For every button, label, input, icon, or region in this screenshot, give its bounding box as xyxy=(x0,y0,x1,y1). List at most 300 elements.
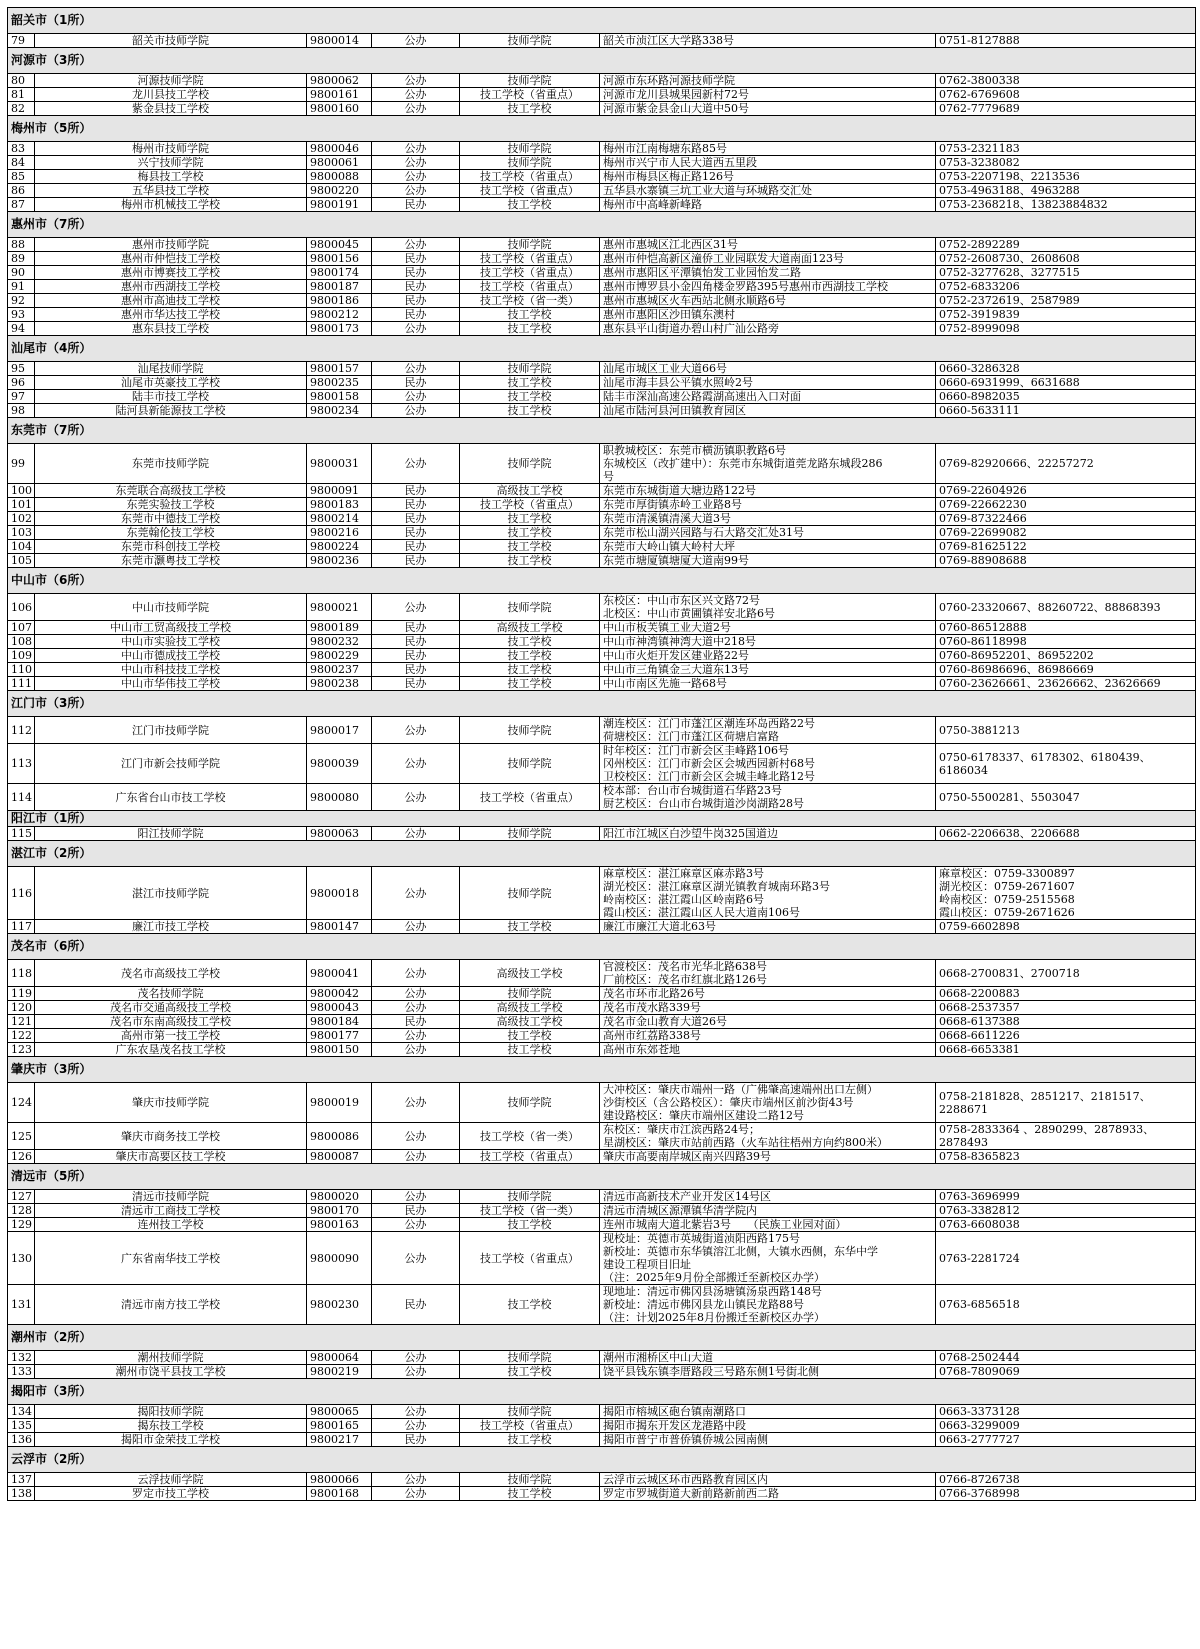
school-address-line: 新校址：清远市佛冈县龙山镇民龙路88号 xyxy=(603,1298,804,1311)
ownership-type: 公办 xyxy=(372,1043,460,1057)
table-row xyxy=(8,867,1196,920)
contact-phone xyxy=(936,1123,1196,1150)
contact-phone xyxy=(936,744,1196,784)
contact-phone-line: 0753-2321183 xyxy=(939,142,1020,155)
school-code: 9800238 xyxy=(307,677,372,691)
contact-phone-line: 0660-8982035 xyxy=(939,390,1020,403)
city-section-header xyxy=(8,8,1196,34)
contact-phone-line: 0668-2537357 xyxy=(939,1001,1020,1014)
school-code: 9800165 xyxy=(307,1419,372,1433)
contact-phone-line: 0752-2608730、2608608 xyxy=(939,252,1080,265)
school-address-line: 茂名市环市北路26号 xyxy=(603,987,705,1000)
city-section-header xyxy=(8,1164,1196,1190)
school-name: 罗定市技工学校 xyxy=(35,1487,307,1501)
contact-phone-line: 0753-2368218、13823884832 xyxy=(939,198,1108,211)
city-section-header xyxy=(8,116,1196,142)
city-section-header xyxy=(8,212,1196,238)
ownership-type: 公办 xyxy=(372,238,460,252)
table-row xyxy=(8,526,1196,540)
table-row xyxy=(8,1232,1196,1285)
school-address-line: 大冲校区：肇庆市端州一路（广佛肇高速端州出口左侧） xyxy=(603,1083,878,1096)
ownership-type: 公办 xyxy=(372,1218,460,1232)
school-address-line: 梅州市中高峰新峰路 xyxy=(603,198,702,211)
row-number: 136 xyxy=(8,1433,35,1447)
school-address xyxy=(600,663,936,677)
row-number: 116 xyxy=(8,867,35,920)
row-number: 122 xyxy=(8,1029,35,1043)
contact-phone-line: 0752-6833206 xyxy=(939,280,1020,293)
school-name: 河源技师学院 xyxy=(35,74,307,88)
school-address-line: 梅州市江南梅塘东路85号 xyxy=(603,142,727,155)
table-row xyxy=(8,156,1196,170)
ownership-type: 公办 xyxy=(372,102,460,116)
table-row xyxy=(8,1015,1196,1029)
city-section-title: 潮州市（2所） xyxy=(8,1325,1196,1351)
ownership-type: 公办 xyxy=(372,322,460,336)
contact-phone-line: 0758-2181828、2851217、2181517、 xyxy=(939,1089,1151,1103)
school-code: 9800184 xyxy=(307,1015,372,1029)
school-address xyxy=(600,1029,936,1043)
school-code: 9800173 xyxy=(307,322,372,336)
contact-phone-line: 0769-82920666、22257272 xyxy=(939,457,1094,470)
school-address xyxy=(600,526,936,540)
school-name: 肇庆市商务技工学校 xyxy=(35,1123,307,1150)
school-level: 技工学校 xyxy=(460,663,600,677)
school-address-line: 霞山校区：湛江霞山区人民大道南106号 xyxy=(603,906,800,919)
school-level: 技师学院 xyxy=(460,362,600,376)
school-code: 9800187 xyxy=(307,280,372,294)
table-row xyxy=(8,1123,1196,1150)
row-number: 86 xyxy=(8,184,35,198)
school-level: 高级技工学校 xyxy=(460,1001,600,1015)
city-section-header xyxy=(8,336,1196,362)
city-section-header xyxy=(8,1325,1196,1351)
school-address xyxy=(600,280,936,294)
school-address-line: 陆丰市深汕高速公路霞湖高速出入口对面 xyxy=(603,390,801,403)
school-level: 技工学校（省重点） xyxy=(460,266,600,280)
row-number: 102 xyxy=(8,512,35,526)
row-number: 119 xyxy=(8,987,35,1001)
table-row xyxy=(8,663,1196,677)
school-level: 技师学院 xyxy=(460,444,600,484)
school-address-line: 中山市三角镇金三大道东13号 xyxy=(603,663,749,676)
table-row xyxy=(8,1043,1196,1057)
city-section-title: 云浮市（2所） xyxy=(8,1447,1196,1473)
row-number: 99 xyxy=(8,444,35,484)
school-address xyxy=(600,784,936,811)
contact-phone xyxy=(936,142,1196,156)
school-address xyxy=(600,198,936,212)
school-code: 9800086 xyxy=(307,1123,372,1150)
contact-phone-line: 0763-6608038 xyxy=(939,1218,1020,1231)
school-name: 东莞翰伦技工学校 xyxy=(35,526,307,540)
contact-phone-line: 0758-8365823 xyxy=(939,1150,1020,1163)
table-row xyxy=(8,827,1196,841)
school-address xyxy=(600,498,936,512)
school-level: 技工学校 xyxy=(460,677,600,691)
ownership-type: 民办 xyxy=(372,621,460,635)
school-level: 技工学校（省重点） xyxy=(460,784,600,811)
school-name: 清远市技师学院 xyxy=(35,1190,307,1204)
contact-phone-line: 0663-2777727 xyxy=(939,1433,1020,1446)
row-number: 124 xyxy=(8,1083,35,1123)
school-level: 技师学院 xyxy=(460,827,600,841)
ownership-type: 公办 xyxy=(372,444,460,484)
row-number: 101 xyxy=(8,498,35,512)
school-name: 云浮技师学院 xyxy=(35,1473,307,1487)
ownership-type: 公办 xyxy=(372,717,460,744)
school-level: 高级技工学校 xyxy=(460,621,600,635)
school-name: 清远市南方技工学校 xyxy=(35,1285,307,1325)
ownership-type: 公办 xyxy=(372,1123,460,1150)
contact-phone-line: 麻章校区：0759-3300897 xyxy=(939,867,1075,880)
contact-phone xyxy=(936,1043,1196,1057)
school-address xyxy=(600,1351,936,1365)
contact-phone xyxy=(936,621,1196,635)
school-level: 技工学校 xyxy=(460,1029,600,1043)
table-row xyxy=(8,1351,1196,1365)
school-level: 技工学校 xyxy=(460,102,600,116)
contact-phone-line: 岭南校区：0759-2515568 xyxy=(939,893,1075,906)
contact-phone-line: 0762-3800338 xyxy=(939,74,1020,87)
contact-phone xyxy=(936,1029,1196,1043)
school-list-table xyxy=(7,7,1196,1501)
school-level: 技工学校（省重点） xyxy=(460,498,600,512)
school-address-line: 校本部：台山市台城街道石华路23号 xyxy=(603,784,782,797)
row-number: 96 xyxy=(8,376,35,390)
school-name: 陆河县新能源技工学校 xyxy=(35,404,307,418)
ownership-type: 民办 xyxy=(372,649,460,663)
row-number: 88 xyxy=(8,238,35,252)
contact-phone xyxy=(936,1487,1196,1501)
ownership-type: 公办 xyxy=(372,34,460,48)
ownership-type: 民办 xyxy=(372,266,460,280)
contact-phone xyxy=(936,1232,1196,1285)
contact-phone xyxy=(936,1218,1196,1232)
school-code: 9800186 xyxy=(307,294,372,308)
school-address xyxy=(600,867,936,920)
city-section-title: 湛江市（2所） xyxy=(8,841,1196,867)
ownership-type: 公办 xyxy=(372,1150,460,1164)
contact-phone xyxy=(936,635,1196,649)
contact-phone xyxy=(936,1473,1196,1487)
contact-phone xyxy=(936,294,1196,308)
city-section-title: 韶关市（1所） xyxy=(8,8,1196,34)
school-address xyxy=(600,621,936,635)
school-code: 9800031 xyxy=(307,444,372,484)
school-address-line: 汕尾市城区工业大道66号 xyxy=(603,362,727,375)
school-code: 9800214 xyxy=(307,512,372,526)
table-row xyxy=(8,920,1196,934)
school-address-line: 汕尾市陆河县河田镇教育园区 xyxy=(603,404,746,417)
school-level: 技师学院 xyxy=(460,34,600,48)
row-number: 121 xyxy=(8,1015,35,1029)
school-address xyxy=(600,404,936,418)
row-number: 87 xyxy=(8,198,35,212)
school-level: 技师学院 xyxy=(460,594,600,621)
school-code: 9800183 xyxy=(307,498,372,512)
contact-phone xyxy=(936,376,1196,390)
row-number: 90 xyxy=(8,266,35,280)
row-number: 97 xyxy=(8,390,35,404)
school-address xyxy=(600,554,936,568)
table-row xyxy=(8,498,1196,512)
school-address xyxy=(600,156,936,170)
city-section-title: 中山市（6所） xyxy=(8,568,1196,594)
table-row xyxy=(8,34,1196,48)
school-address-line: 岭南校区：湛江霞山区岭南路6号 xyxy=(603,893,764,906)
school-code: 9800157 xyxy=(307,362,372,376)
contact-phone xyxy=(936,1365,1196,1379)
ownership-type: 公办 xyxy=(372,1365,460,1379)
contact-phone-line: 0760-86952201、86952202 xyxy=(939,649,1094,662)
ownership-type: 民办 xyxy=(372,280,460,294)
ownership-type: 公办 xyxy=(372,1083,460,1123)
school-name: 江门市新会技师学院 xyxy=(35,744,307,784)
school-address xyxy=(600,1285,936,1325)
school-address xyxy=(600,594,936,621)
school-code: 9800017 xyxy=(307,717,372,744)
school-address-line: 茂名市茂水路339号 xyxy=(603,1001,701,1014)
contact-phone-line: 0668-6653381 xyxy=(939,1043,1020,1056)
contact-phone-line: 0663-3373128 xyxy=(939,1405,1020,1418)
contact-phone-line: 0662-2206638、2206688 xyxy=(939,827,1080,840)
school-name: 茂名技师学院 xyxy=(35,987,307,1001)
contact-phone xyxy=(936,1204,1196,1218)
contact-phone xyxy=(936,1015,1196,1029)
city-section-title: 汕尾市（4所） xyxy=(8,336,1196,362)
school-code: 9800170 xyxy=(307,1204,372,1218)
contact-phone xyxy=(936,252,1196,266)
ownership-type: 公办 xyxy=(372,88,460,102)
school-address xyxy=(600,540,936,554)
row-number: 109 xyxy=(8,649,35,663)
city-section-header xyxy=(8,1447,1196,1473)
school-level: 技工学校 xyxy=(460,390,600,404)
ownership-type: 民办 xyxy=(372,512,460,526)
contact-phone-line: 0769-22604926 xyxy=(939,484,1027,497)
school-code: 9800062 xyxy=(307,74,372,88)
contact-phone-line: 0752-3919839 xyxy=(939,308,1020,321)
school-address-line: 河源市紫金县金山大道中50号 xyxy=(603,102,749,115)
contact-phone-line: 0760-86118998 xyxy=(939,635,1027,648)
school-name: 惠州市高迪技工学校 xyxy=(35,294,307,308)
city-section-title: 揭阳市（3所） xyxy=(8,1379,1196,1405)
row-number: 127 xyxy=(8,1190,35,1204)
school-address xyxy=(600,1232,936,1285)
school-name: 惠州市仲恺技工学校 xyxy=(35,252,307,266)
row-number: 92 xyxy=(8,294,35,308)
contact-phone-line: 0763-2281724 xyxy=(939,1251,1020,1265)
school-name: 连州技工学校 xyxy=(35,1218,307,1232)
school-code: 9800045 xyxy=(307,238,372,252)
school-address-line: 惠东县平山街道办碧山村广汕公路旁 xyxy=(603,322,779,335)
contact-phone-line: 0753-4963188、4963288 xyxy=(939,184,1080,197)
table-row xyxy=(8,1487,1196,1501)
contact-phone-line: 0763-3382812 xyxy=(939,1204,1020,1217)
contact-phone-line: 0762-7779689 xyxy=(939,102,1020,115)
school-name: 茂名市东南高级技工学校 xyxy=(35,1015,307,1029)
school-level: 技工学校（省一类） xyxy=(460,1123,600,1150)
contact-phone-line: 0760-23626661、23626662、23626669 xyxy=(939,677,1161,690)
table-row xyxy=(8,322,1196,336)
ownership-type: 公办 xyxy=(372,156,460,170)
school-address xyxy=(600,1015,936,1029)
row-number: 98 xyxy=(8,404,35,418)
ownership-type: 民办 xyxy=(372,294,460,308)
table-row xyxy=(8,677,1196,691)
school-address-line: 东莞市清溪镇清溪大道3号 xyxy=(603,512,731,525)
school-code: 9800080 xyxy=(307,784,372,811)
school-address-line: 肇庆市高要南岸城区南兴四路39号 xyxy=(603,1150,771,1163)
ownership-type: 公办 xyxy=(372,1419,460,1433)
school-address xyxy=(600,252,936,266)
school-address-line: 惠州市惠城区江北西区31号 xyxy=(603,238,738,251)
school-address xyxy=(600,1190,936,1204)
school-level: 技工学校 xyxy=(460,322,600,336)
contact-phone-line: 0763-6856518 xyxy=(939,1298,1020,1311)
row-number: 120 xyxy=(8,1001,35,1015)
school-address xyxy=(600,102,936,116)
ownership-type: 公办 xyxy=(372,142,460,156)
table-row xyxy=(8,74,1196,88)
table-row xyxy=(8,294,1196,308)
contact-phone xyxy=(936,156,1196,170)
row-number: 131 xyxy=(8,1285,35,1325)
school-level: 技工学校（省重点） xyxy=(460,1150,600,1164)
table-row xyxy=(8,1405,1196,1419)
row-number: 130 xyxy=(8,1232,35,1285)
school-address-line: 潮连校区：江门市蓬江区潮连环岛西路22号 xyxy=(603,717,815,730)
contact-phone-line: 0750-6178337、6178302、6180439、 xyxy=(939,750,1151,764)
school-address xyxy=(600,649,936,663)
school-address xyxy=(600,376,936,390)
row-number: 110 xyxy=(8,663,35,677)
contact-phone xyxy=(936,663,1196,677)
school-level: 技工学校 xyxy=(460,1487,600,1501)
contact-phone xyxy=(936,404,1196,418)
school-address-line: 东莞市东城街道大塘边路122号 xyxy=(603,484,756,497)
contact-phone-line: 0769-88908688 xyxy=(939,554,1027,567)
school-address xyxy=(600,1433,936,1447)
school-address-line: 梅州市兴宁市人民大道西五里段 xyxy=(603,156,757,169)
contact-phone-line: 0762-6769608 xyxy=(939,88,1020,101)
school-address xyxy=(600,238,936,252)
school-address xyxy=(600,170,936,184)
ownership-type: 公办 xyxy=(372,362,460,376)
contact-phone-line: 0663-3299009 xyxy=(939,1419,1020,1432)
table-row xyxy=(8,142,1196,156)
table-row xyxy=(8,404,1196,418)
school-name: 惠州市西湖技工学校 xyxy=(35,280,307,294)
school-name: 紫金县技工学校 xyxy=(35,102,307,116)
school-address-line: 云浮市云城区环市西路教育园区内 xyxy=(603,1473,768,1486)
contact-phone-line: 0660-5633111 xyxy=(939,404,1020,417)
contact-phone xyxy=(936,677,1196,691)
row-number: 95 xyxy=(8,362,35,376)
contact-phone xyxy=(936,920,1196,934)
school-level: 技工学校 xyxy=(460,512,600,526)
school-address-line: 麻章校区：湛江麻章区麻赤路3号 xyxy=(603,867,764,880)
row-number: 112 xyxy=(8,717,35,744)
school-name: 中山市工贸高级技工学校 xyxy=(35,621,307,635)
contact-phone-line: 湖光校区：0759-2671607 xyxy=(939,880,1075,893)
school-name: 惠州市博赛技工学校 xyxy=(35,266,307,280)
school-level: 技工学校 xyxy=(460,404,600,418)
contact-phone xyxy=(936,512,1196,526)
school-address xyxy=(600,920,936,934)
contact-phone xyxy=(936,717,1196,744)
contact-phone-line: 0752-3277628、3277515 xyxy=(939,266,1080,279)
school-name: 东莞联合高级技工学校 xyxy=(35,484,307,498)
school-address-line: 厂前校区：茂名市红旗北路126号 xyxy=(603,973,767,986)
school-level: 高级技工学校 xyxy=(460,484,600,498)
contact-phone xyxy=(936,266,1196,280)
school-address-line: 现校址：英德市英城街道浈阳西路175号 xyxy=(603,1232,800,1245)
school-address-line: 汕尾市海丰县公平镇水照岭2号 xyxy=(603,376,753,389)
ownership-type: 民办 xyxy=(372,308,460,322)
table-row xyxy=(8,635,1196,649)
row-number: 111 xyxy=(8,677,35,691)
row-number: 123 xyxy=(8,1043,35,1057)
school-address xyxy=(600,1473,936,1487)
table-row xyxy=(8,252,1196,266)
ownership-type: 公办 xyxy=(372,784,460,811)
ownership-type: 公办 xyxy=(372,827,460,841)
school-address xyxy=(600,1204,936,1218)
city-section-header xyxy=(8,811,1196,827)
school-name: 中山市技师学院 xyxy=(35,594,307,621)
row-number: 89 xyxy=(8,252,35,266)
ownership-type: 民办 xyxy=(372,663,460,677)
city-section-title: 阳江市（1所） xyxy=(8,811,1196,827)
school-name: 江门市技师学院 xyxy=(35,717,307,744)
school-code: 9800150 xyxy=(307,1043,372,1057)
contact-phone-line: 0751-8127888 xyxy=(939,34,1020,47)
school-code: 9800230 xyxy=(307,1285,372,1325)
school-name: 汕尾技师学院 xyxy=(35,362,307,376)
row-number: 137 xyxy=(8,1473,35,1487)
school-address xyxy=(600,1083,936,1123)
table-row xyxy=(8,594,1196,621)
school-code: 9800224 xyxy=(307,540,372,554)
school-address-line: 东莞市厚街镇赤岭工业路8号 xyxy=(603,498,742,511)
school-name: 中山市科技技工学校 xyxy=(35,663,307,677)
school-name: 梅县技工学校 xyxy=(35,170,307,184)
school-code: 9800161 xyxy=(307,88,372,102)
school-level: 技工学校（省一类） xyxy=(460,294,600,308)
school-address-line: 东校区：肇庆市江滨西路24号； xyxy=(603,1123,760,1136)
school-code: 9800191 xyxy=(307,198,372,212)
city-section-header xyxy=(8,934,1196,960)
contact-phone xyxy=(936,867,1196,920)
contact-phone xyxy=(936,444,1196,484)
contact-phone-line: 0763-3696999 xyxy=(939,1190,1020,1203)
table-row xyxy=(8,960,1196,987)
school-level: 技师学院 xyxy=(460,1351,600,1365)
ownership-type: 民办 xyxy=(372,1433,460,1447)
city-section-header xyxy=(8,841,1196,867)
school-level: 技工学校 xyxy=(460,554,600,568)
school-address-line: 惠州市博罗县小金四角楼金罗路395号惠州市西湖技工学校 xyxy=(603,280,888,293)
row-number: 133 xyxy=(8,1365,35,1379)
contact-phone-line: 0752-8999098 xyxy=(939,322,1020,335)
school-name: 东莞实验技工学校 xyxy=(35,498,307,512)
school-code: 9800020 xyxy=(307,1190,372,1204)
city-section-title: 肇庆市（3所） xyxy=(8,1057,1196,1083)
school-name: 中山市德成技工学校 xyxy=(35,649,307,663)
school-address xyxy=(600,266,936,280)
